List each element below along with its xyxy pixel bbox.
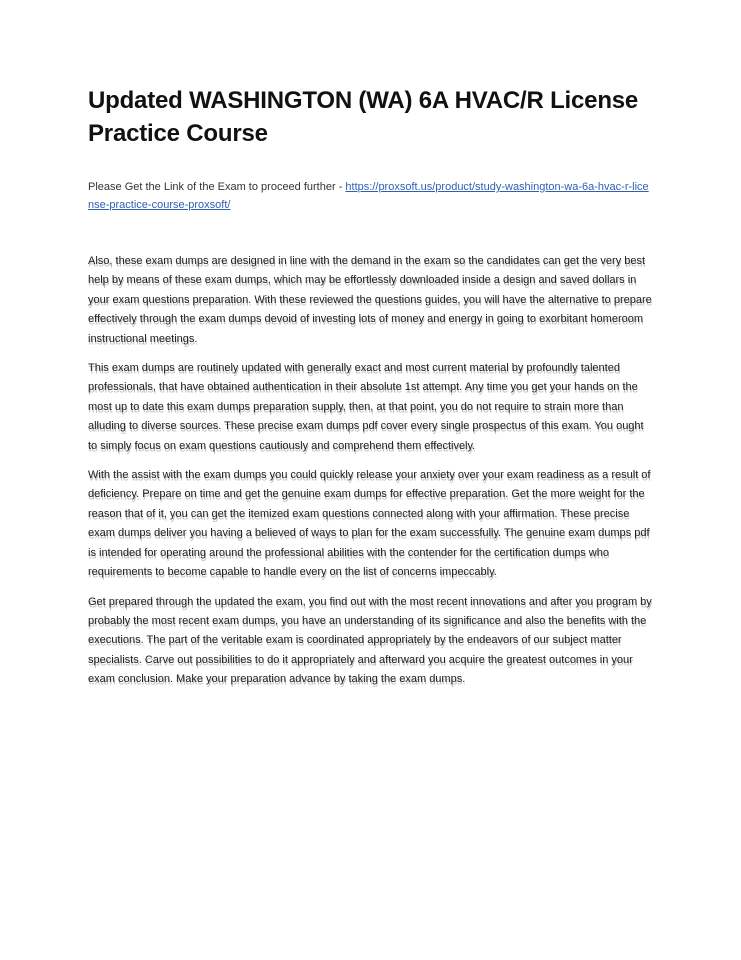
exam-link[interactable]: https://proxsoft.us/product/study-washington-wa-6a-hvac-r-license-practice-course-proxsoft/: [88, 181, 649, 211]
document-title: Updated WASHINGTON (WA) 6A HVAC/R License Practice Course: [88, 87, 639, 147]
paragraph-2: This exam dumps are routinely updated with generally exact and most current material by profoundly talented professionals, that have obtained authentication in their absolute 1st attempt. Any time you get your hands on the most up to date this exam dumps preparation supply, then, at that point, you do not require to strain more than alluding to diverse sources. These precise exam dumps pdf cover every single prospectus of this exam. You ought to simply focus on exam questions cautiously and comprehend them effectively.: [88, 362, 644, 452]
paragraph-4: Get prepared through the updated the exam, you find out with the most recent innovations and after you program by probably the most recent exam dumps, you have an understanding of its significance and also the benefits with the executions. The part of the veritable exam is coordinated appropriately by the endeavors of our subject matter specialists. Carve out possibilities to do it appropriately and afterward you acquire the greatest outcomes in your exam conclusion. Make your preparation advance by taking the exam dumps.: [88, 595, 652, 686]
paragraph-1: Also, these exam dumps are designed in line with the demand in the exam so the candidates can get the very best help by means of these exam dumps, which may be effortlessly downloaded inside a design and saved dollars in your exam questions preparation. With these reviewed the questions guides, you will have the alternative to prepare effectively through the exam dumps devoid of investing lots of money and energy in going to exorbitant homeroom instructional meetings.: [88, 255, 652, 345]
paragraph-3: With the assist with the exam dumps you could quickly release your anxiety over your exam readiness as a result of deficiency. Prepare on time and get the genuine exam dumps for effective preparation. Get the more weight for the reason that of it, you can get the itemized exam questions connected along with your affirmation. These precise exam dumps deliver you having a believed of ways to plan for the exam successfully. The genuine exam dumps pdf is intended for operating around the professional abilities with the contender for the certification dumps who requirements to become capable to handle every on the list of concerns impeccably.: [88, 469, 651, 579]
intro-line: [88, 178, 653, 214]
document-body: [88, 252, 654, 700]
intro-text: Please Get the Link of the Exam to proceed further -: [88, 181, 346, 193]
